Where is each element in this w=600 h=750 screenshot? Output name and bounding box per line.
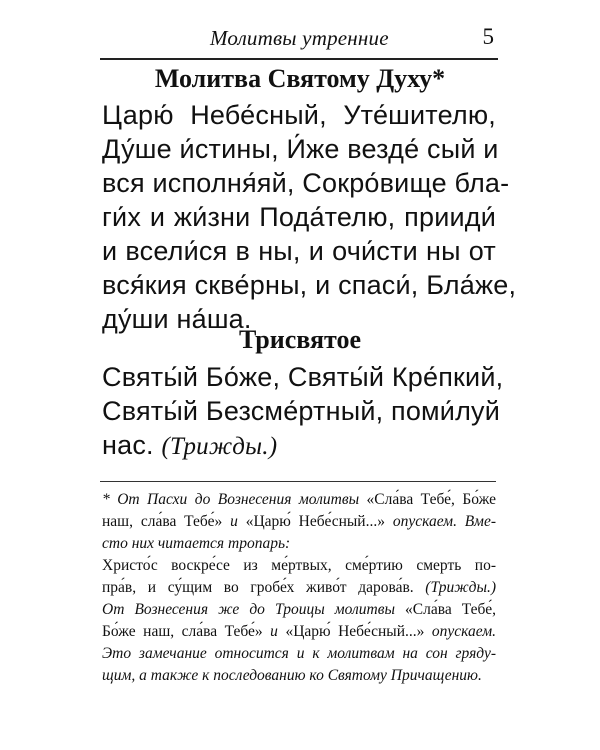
running-head [100, 18, 500, 54]
footnote-quote: Бо́же наш, сла́ва Тебе́» [102, 623, 263, 640]
footnote-line: щим, а также к последованию ко Святому Причащению. [102, 667, 482, 684]
prayer-text: нас. [102, 430, 162, 460]
prayer-line: Царю́ Небе́сный, Уте́шителю, [102, 100, 496, 130]
footnote-line: Это замечание относится и к молитвам на сон гряду- [102, 645, 496, 662]
footnote-text: и [262, 623, 286, 640]
footnote-text: опускаем. Вме- [384, 513, 496, 530]
prayer-line: вся исполня́яй, Сокро́вище бла- [102, 168, 510, 198]
footnote-rule [100, 481, 496, 482]
footnote-quote: «Царю́ Небе́сный...» [245, 513, 385, 530]
footnote-line [102, 579, 496, 597]
page-number: 5 [482, 24, 494, 49]
prayer-line: вся́кия скве́рны, и спаси́, Бла́же, [102, 270, 517, 300]
footnote-line: сто них читается тропарь: [102, 535, 291, 552]
prayer-line-last [102, 430, 277, 461]
footnote-line [102, 623, 496, 641]
footnote-quote: «Царю́ Небе́сный...» [285, 623, 425, 640]
footnote-line [102, 513, 496, 531]
footnote-quote: «Сла́ва Тебе́, Бо́же [366, 491, 496, 508]
footnote-text: опускаем. [424, 623, 497, 640]
footnote-line: Христо́с воскре́се из ме́ртвых, сме́ртию смерть по- [102, 557, 496, 574]
repeat-note: (Трижды.) [425, 579, 496, 596]
repeat-note: (Трижды.) [161, 433, 278, 460]
header-rule [100, 58, 498, 60]
prayer-line: и всели́ся в ны, и очи́сти ны от [102, 236, 496, 266]
prayer-line: Святы́й Безсме́ртный, поми́луй [102, 396, 501, 426]
running-title: Молитвы утренние [210, 26, 389, 50]
footnote-quote: наш, сла́ва Тебе́» [102, 513, 223, 530]
prayer-title-holy-spirit: Молитва Святому Духу* [154, 64, 446, 93]
footnote-text: От Вознесения же до Троицы молитвы [102, 601, 406, 618]
footnote-line [102, 601, 496, 619]
footnote-troparion: пра́в, и су́щим во гробе́х живо́т дарова́в. [102, 579, 426, 596]
prayer-line: ду́ши на́ша. [102, 304, 252, 334]
prayer-title-trisagion: Трисвятое [238, 325, 362, 354]
footnote-text: и [222, 513, 246, 530]
footnote-quote: «Сла́ва Тебе́, [405, 601, 496, 618]
footnote-line [102, 491, 496, 509]
prayer-line: Ду́ше и́стины, И́же везде́ сый и [102, 134, 499, 164]
prayer-line: ги́х и жи́зни Пода́телю, прииди́ [102, 202, 496, 232]
prayer-line: Святы́й Бо́же, Святы́й Кре́пкий, [102, 362, 504, 392]
footnote-text: * От Пасхи до Вознесения молитвы [102, 491, 367, 508]
